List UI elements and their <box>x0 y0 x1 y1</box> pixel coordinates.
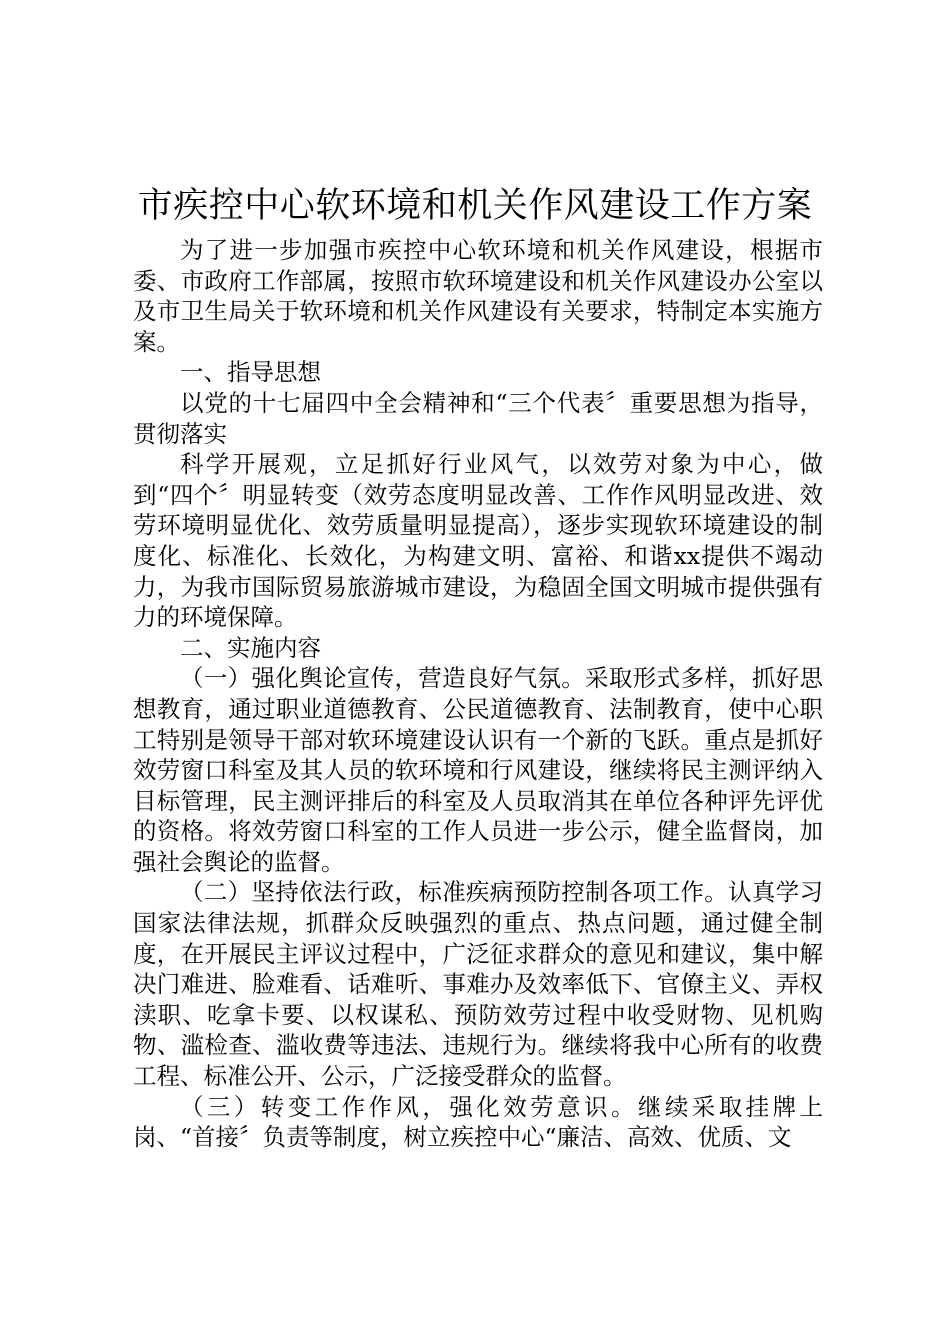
paragraph-item-1: （一）强化舆论宣传，营造良好气氛。采取形式多样，抓好思想教育，通过职业道德教育、公民道德教育、法制教育，使中心职工特别是领导干部对软环境建设认识有一个新的飞跃。重点是抓好效劳窗口科室及其人员的软环境和行风建设，继续将民主测评纳入目标管理，民主测评排后的科室及人员取消其在单位各种评先评优的资格。将效劳窗口科室的工作人员进一步公示，健全监督岗，加强社会舆论的监督。 <box>133 664 823 876</box>
paragraph-guiding-ideology: 以党的十七届四中全会精神和“三个代表〞重要思想为指导，贯彻落实 <box>133 388 823 448</box>
paragraph-intro: 为了进一步加强市疾控中心软环境和机关作风建设，根据市委、市政府工作部属，按照市软环境建设和机关作风建设办公室以及市卫生局关于软环境和机关作风建设有关要求，特制定本实施方案。 <box>133 236 823 356</box>
heading-implementation: 二、实施内容 <box>180 633 321 662</box>
heading-guiding-ideology: 一、指导思想 <box>180 358 321 387</box>
document-title: 市疾控中心软环境和机关作风建设工作方案 <box>137 186 813 226</box>
paragraph-item-2: （二）坚持依法行政，标准疾病预防控制各项工作。认真学习国家法律法规，抓群众反映强烈的重点、热点问题，通过健全制度，在开展民主评议过程中，广泛征求群众的意见和建议，集中解决门难进、脸难看、话难听、事难办及效率低下、官僚主义、弄权渎职、吃拿卡要、以权谋私、预防效劳过程中收受财物、见机购物、滥检查、滥收费等违法、违规行为。继续将我中心所有的收费工程、标准公开、公示，广泛接受群众的监督。 <box>133 878 823 1091</box>
paragraph-item-3: （三）转变工作作风，强化效劳意识。继续采取挂牌上岗、“首接〞负责等制度，树立疾控中心“廉洁、高效、优质、文 <box>133 1092 823 1152</box>
document-body <box>133 235 823 1153</box>
paragraph-development: 科学开展观，立足抓好行业风气，以效劳对象为中心，做到“四个〞明显转变（效劳态度明显改善、工作作风明显改进、效劳环境明显优化、效劳质量明显提高），逐步实现软环境建设的制度化、标准化、长效化，为构建文明、富裕、和谐xx提供不竭动力，为我市国际贸易旅游城市建设，为稳固全国文明城市提供强有力的环境保障。 <box>133 450 823 632</box>
